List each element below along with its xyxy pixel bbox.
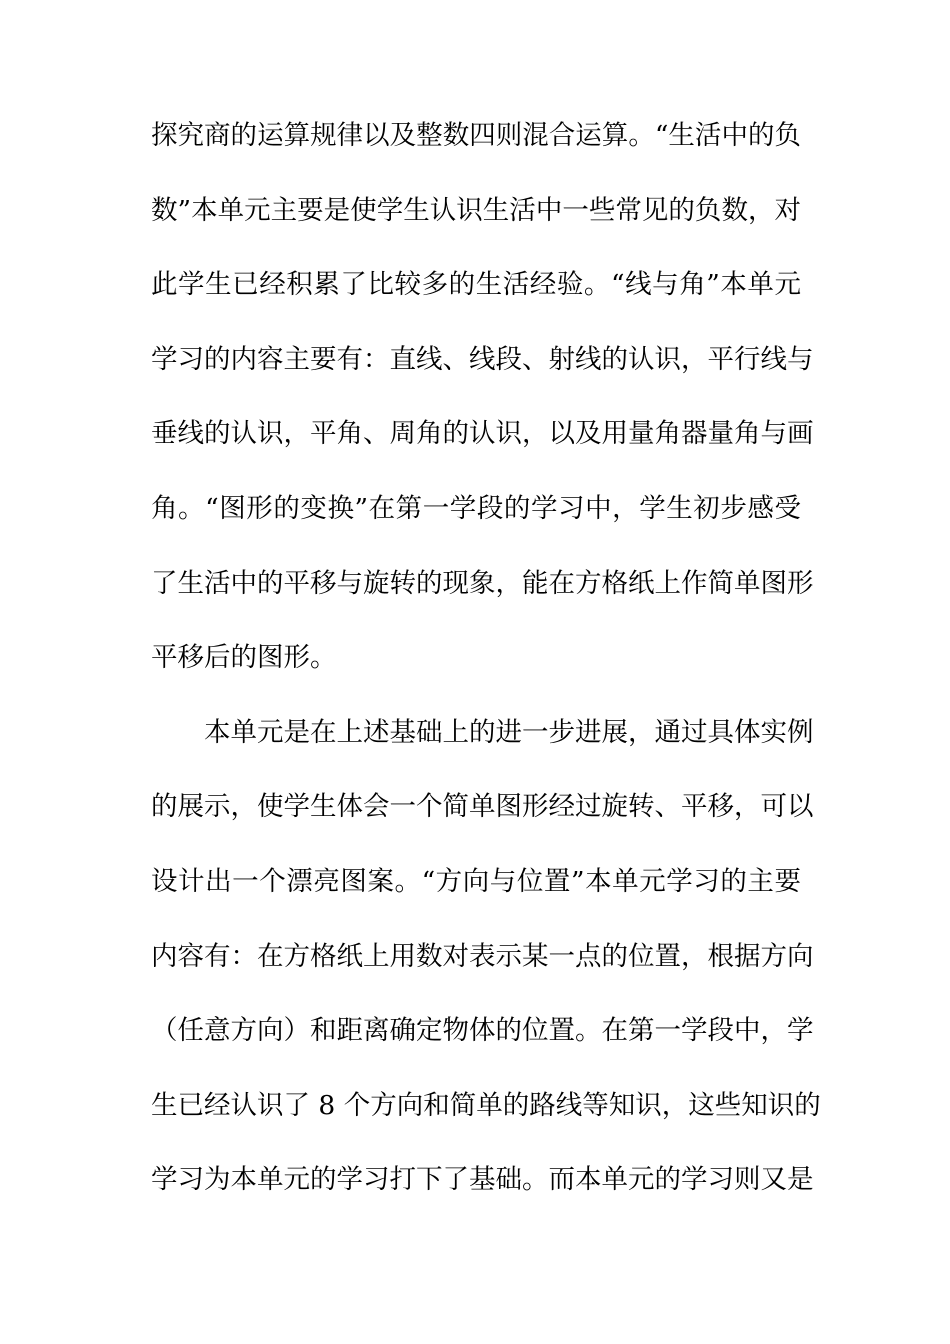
text-line: 探究商的运算规律以及整数四则混合运算。“生活中的负 [151, 120, 801, 151]
text-line: 角。“图形的变换”在第一学段的学习中，学生初步感受 [151, 492, 801, 524]
text-line: 学习为本单元的学习打下了基础。而本单元的学习则又是 [151, 1164, 814, 1196]
text-line: （任意方向）和距离确定物体的位置。在第一学段中，学 [151, 1015, 814, 1047]
text-line: 了生活中的平移与旋转的现象，能在方格纸上作简单图形 [151, 567, 814, 599]
text-line: 学习的内容主要有：直线、线段、射线的认识，平行线与 [151, 343, 814, 375]
text-line: 数”本单元主要是使学生认识生活中一些常见的负数，对 [151, 194, 801, 226]
text-line: 本单元是在上述基础上的进一步进展，通过具体实例 [204, 716, 814, 748]
text-line: 平移后的图形。 [151, 642, 337, 674]
body-text [151, 120, 821, 1240]
text-line: 内容有：在方格纸上用数对表示某一点的位置，根据方向 [151, 940, 814, 972]
text-line: 设计出一个漂亮图案。“方向与位置”本单元学习的主要 [151, 865, 801, 897]
text-line: 此学生已经积累了比较多的生活经验。“线与角”本单元 [151, 269, 801, 301]
text-line: 的展示，使学生体会一个简单图形经过旋转、平移，可以 [151, 791, 814, 823]
text-line: 生已经认识了 8 个方向和简单的路线等知识，这些知识的 [151, 1089, 821, 1121]
text-line: 垂线的认识，平角、周角的认识，以及用量角器量角与画 [151, 418, 814, 450]
